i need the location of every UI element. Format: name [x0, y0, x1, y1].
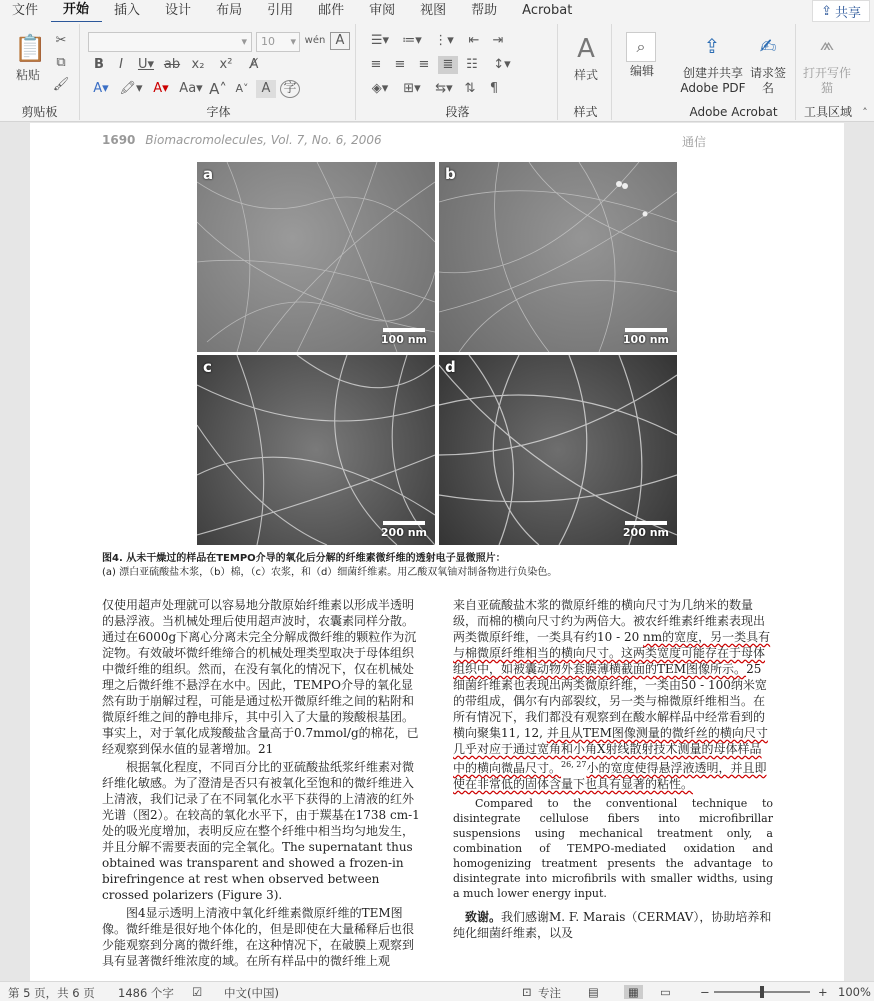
focus-mode[interactable]: 专注 [538, 986, 561, 1000]
microfibril-texture [439, 162, 677, 352]
paragraph-group [358, 24, 558, 120]
font-size-select[interactable]: 10 ▾ [256, 32, 300, 52]
ribbon [0, 22, 874, 122]
align-left-icon[interactable]: ≡ [370, 57, 382, 72]
zoom-level[interactable]: 100% [838, 985, 871, 999]
cut-icon[interactable]: ✂ [55, 33, 67, 48]
page-number: 1690 [102, 133, 136, 147]
styles-icon[interactable]: A [577, 34, 595, 64]
request-sign-button[interactable]: 请求签名 [750, 66, 787, 95]
journal-reference: Biomacromolecules, Vol. 7, No. 6, 2006 [145, 133, 382, 147]
paste-button[interactable]: 粘贴 [15, 68, 40, 82]
bullets-icon[interactable]: ☰▾ [370, 33, 390, 48]
header-right-text: 通信 [682, 135, 707, 149]
web-layout-icon[interactable]: ▭ [660, 985, 671, 999]
figure-panel-a [197, 162, 435, 352]
menu-file[interactable]: 文件 [12, 3, 39, 18]
numbering-icon[interactable]: ≔▾ [402, 33, 422, 48]
font-group [82, 24, 356, 120]
paste-icon[interactable]: 📋 [14, 34, 47, 64]
styles-group [560, 24, 612, 120]
request-sign-icon[interactable]: ✍ [759, 34, 777, 58]
tools-group [798, 24, 858, 120]
decrease-indent-icon[interactable]: ⇤ [468, 33, 480, 48]
zoom-out-icon[interactable]: − [700, 985, 710, 999]
clipboard-group [0, 24, 80, 120]
search-icon[interactable]: ⌕ [626, 32, 656, 62]
focus-icon[interactable]: ⊡ [522, 985, 532, 999]
menu-insert[interactable]: 插入 [114, 3, 141, 18]
menu-help[interactable]: 帮助 [471, 3, 498, 18]
align-right-icon[interactable]: ≡ [418, 57, 430, 72]
panel-letter: c [203, 358, 212, 376]
zoom-slider-thumb[interactable] [760, 986, 764, 998]
figure-panel-b [439, 162, 677, 352]
copy-icon[interactable]: ⧉ [56, 55, 66, 70]
document-page[interactable] [30, 123, 844, 981]
align-center-icon[interactable]: ≡ [394, 57, 406, 72]
editing-group [614, 24, 670, 120]
language[interactable]: 中文(中国) [224, 986, 279, 1000]
share-icon: ⇪ [821, 3, 832, 19]
zoom-in-icon[interactable]: + [818, 985, 828, 999]
menu-layout[interactable]: 布局 [216, 3, 243, 18]
figure-panel-d [439, 355, 677, 545]
line-spacing-icon[interactable]: ↕▾ [493, 57, 511, 72]
menu-review[interactable]: 审阅 [369, 3, 396, 18]
grammar-flagged-text: 并且从TEM图像测量的微纤丝的横向尺寸几乎对应于通过宽角和小角X射线散射技术测量的母体样品中的横向微晶尺寸。 [453, 726, 768, 775]
strikethrough-icon[interactable]: ab [163, 57, 181, 72]
highlight-icon[interactable]: 🖍▾ [119, 81, 143, 96]
paragraph: 来自亚硫酸盐木浆的微原纤维的横向尺寸为几纳米的数量级，而棉的横向尺寸约为两倍大。被农纤维素纤维素表现出两类微原纤维，一类具有约10 - 20 nm的宽度，另一类具有与棉微原纤维相当的横向尺寸。这两类宽度可能存在于母体组织中，如被囊动物外套膜薄横截面的TEM图像所示。25细菌纤维素也表现出两类微原纤维，一类由50 - 100纳米宽的带组成，偶尔有内部裂纹，另一类与棉微原纤维相当。在所有情况下，我们都没有观察到在酸水解样品中经常看到的横向聚集11, 12, 并且从TEM图像测量的微纤丝的横向尺寸几乎对应于通过宽角和小角X射线散射技术测量的母体样品中的横向微晶尺寸。$^{26, 27}$小的宽度使得悬浮液透明，并且即使在非常低的固体含量下也具有显著的粘性。 [453, 598, 771, 791]
scale-bar: 200 nm [381, 521, 427, 539]
share-button[interactable]: ⇪ 共享 [812, 0, 870, 22]
enclose-char-icon[interactable]: 字 [280, 80, 300, 98]
scale-bar: 200 nm [623, 521, 669, 539]
font-label: 字体 [206, 105, 231, 119]
grow-font-icon[interactable]: A˄ [209, 80, 227, 98]
acrobat-group [672, 24, 796, 120]
multilevel-list-icon[interactable]: ⋮▾ [434, 33, 454, 48]
figure-caption [102, 552, 782, 580]
caption-line-1: 图4. 从未干燥过的样品在TEMPO介导的氧化后分解的纤维素微纤维的透射电子显微照片： [102, 553, 506, 564]
panel-letter: a [203, 165, 214, 183]
bold-icon[interactable]: B [94, 57, 104, 72]
chevron-down-icon: ▾ [290, 35, 296, 48]
shading-icon[interactable]: ◈▾ [371, 81, 389, 96]
writing-cat-icon[interactable]: ⩕ [819, 34, 835, 55]
acrobat-label: Adobe Acrobat [689, 105, 778, 119]
shrink-font-icon[interactable]: A˅ [235, 82, 249, 95]
distribute-icon[interactable]: ☷ [466, 57, 478, 72]
char-shading-icon[interactable]: A [256, 80, 276, 98]
acknowledgement: 致谢。我们感谢M. F. Marais（CERMAV），协助培养和纯化细菌纤维素，以及 [453, 910, 772, 940]
paragraph: 图4显示透明上清液中氧化纤维素微原纤维的TEM图像。微纤维是很好地个体化的，但是即使在大量稀释后也很少能观察到分离的微纤维，在这种情况下，在破膜上观察到具有显著微纤维浓度的域。在所有样品中的微纤维上观 [102, 906, 415, 968]
text-effects-icon[interactable]: A▾ [93, 81, 109, 96]
microfibril-texture [439, 355, 677, 545]
running-header [102, 133, 382, 147]
word-count[interactable]: 1486 个字 [118, 986, 174, 1000]
zoom-slider[interactable] [714, 991, 810, 993]
paragraph-label: 段落 [445, 105, 470, 119]
menu-home[interactable]: 开始 [51, 0, 102, 23]
left-column [102, 597, 420, 969]
menu-design[interactable]: 设计 [165, 3, 192, 18]
edit-button[interactable]: 编辑 [629, 64, 654, 78]
print-layout-icon[interactable]: ▦ [624, 985, 643, 999]
grammar-flagged-text: nm的宽度，另一类具有与棉微原纤维相当的横向尺寸。这两类宽度可能存在于母体组织中，如被囊动物外套膜薄横截面的TEM图像所示。 [453, 630, 771, 676]
chinese-layout-icon[interactable]: ⇆▾ [435, 81, 453, 96]
menu-acrobat[interactable]: Acrobat [522, 3, 573, 18]
sort-icon[interactable]: ⇅ [464, 81, 476, 96]
underline-icon[interactable]: U▾ [137, 57, 155, 72]
clear-format-icon[interactable]: A̸ [249, 57, 259, 72]
page-count[interactable]: 第 5 页，共 6 页 [8, 986, 95, 1000]
document-area[interactable] [0, 123, 874, 981]
font-name-select[interactable] [88, 32, 252, 52]
right-column [453, 597, 773, 941]
format-painter-icon[interactable]: 🖌 [52, 77, 70, 92]
subscript-icon[interactable]: x₂ [191, 57, 205, 72]
scale-bar: 100 nm [381, 328, 427, 346]
caption-line-2: (a) 漂白亚硫酸盐木浆，（b）棉，（c）农浆，和（d）细菌纤维素。用乙酸双氧铀对制备物进行负染色。 [102, 567, 558, 578]
open-writing-cat-button[interactable]: 打开写作猫 [802, 66, 851, 95]
styles-button[interactable]: 样式 [573, 68, 598, 82]
chevron-down-icon: ▾ [241, 35, 247, 48]
microfibril-texture [197, 355, 435, 545]
panel-letter: d [445, 358, 456, 376]
status-bar [0, 981, 874, 1001]
paragraph-english: Compared to the conventional technique to disintegrate cellulose fibers into microfibrillar suspensions using mechanical treatment only, a combination of TEMPO-mediated oxidation and homogenizing treatment presents the advantage to disintegrate into microfibrils with smaller widths, using a much lower energy input. [453, 797, 773, 900]
clipboard-label: 剪贴板 [21, 105, 58, 119]
grammar-flagged-text: 小的宽度使得悬浮液透明，并且即使在非常低的固体含量下也具有显著的粘性。 [453, 761, 767, 791]
char-border-icon[interactable]: A [330, 32, 350, 50]
read-mode-icon[interactable]: ▤ [588, 985, 599, 999]
show-marks-icon[interactable]: ¶ [489, 81, 499, 96]
create-pdf-icon[interactable]: ⇪ [703, 34, 721, 58]
justify-icon[interactable]: ≣ [438, 56, 458, 74]
collapse-ribbon-icon[interactable]: ˄ [862, 106, 868, 119]
styles-label: 样式 [573, 105, 598, 119]
italic-icon[interactable]: I [119, 57, 123, 72]
menu-bar [0, 0, 874, 22]
change-case-icon[interactable]: Aa▾ [179, 81, 203, 96]
increase-indent-icon[interactable]: ⇥ [492, 33, 504, 48]
create-share-pdf-button[interactable]: 创建并共享 Adobe PDF [680, 66, 746, 95]
proofing-icon[interactable]: ☑ [192, 985, 203, 999]
phonetic-icon[interactable]: wén [304, 35, 326, 46]
font-color-icon[interactable]: A▾ [153, 81, 169, 96]
menu-view[interactable]: 视图 [420, 3, 447, 18]
superscript-icon[interactable]: x² [219, 57, 233, 72]
microfibril-texture [197, 162, 435, 352]
tools-label: 工具区域 [803, 105, 852, 119]
panel-letter: b [445, 165, 456, 183]
figure-panel-c [197, 355, 435, 545]
menu-references[interactable]: 引用 [267, 3, 294, 18]
paragraph: 根据氧化程度，不同百分比的亚硫酸盐纸浆纤维素对微纤维化敏感。为了澄清是否只有被氧化至饱和的微纤维进入上清液，我们记录了在不同氧化水平下获得的上清液的红外光谱（图2）。在较高的氧化水平下，由于羰基在1738 cm-1处的吸光度增加，表明反应在整个纤维中相当均匀地发生，并且分解不需要表面的完全氧化。The supernatant thus obtained was transparent and showed a frozen-in birefringence at rest when observed between crossed polarizers (Figure 3). [102, 760, 420, 902]
scale-bar: 100 nm [623, 328, 669, 346]
borders-icon[interactable]: ⊞▾ [403, 81, 421, 96]
paragraph: 仅使用超声处理就可以容易地分散原始纤维素以形成半透明的悬浮液。当机械处理后使用超声波时，农囊素同样分散。通过在6000g下离心分离未完全分解成微纤维的颗粒作为沉淀物。有效破坏微纤维缔合的机械处理类型取决于母体组织中微纤维的组织。然而，在没有氧化的情况下，仅在机械处理之后微纤维不悬浮在水中。因此，TEMPO介导的氧化显然有助于崩解过程，可能是通过松开微原纤维之间的粘附和微原纤维之间的静电排斥，其中引入了大量的羧酸根基团。事实上，对于氧化成羧酸盐含量高于0.7mmol/g的棉花，已经观察到保水值的显著增加。21 [102, 598, 419, 756]
menu-mailings[interactable]: 邮件 [318, 3, 345, 18]
